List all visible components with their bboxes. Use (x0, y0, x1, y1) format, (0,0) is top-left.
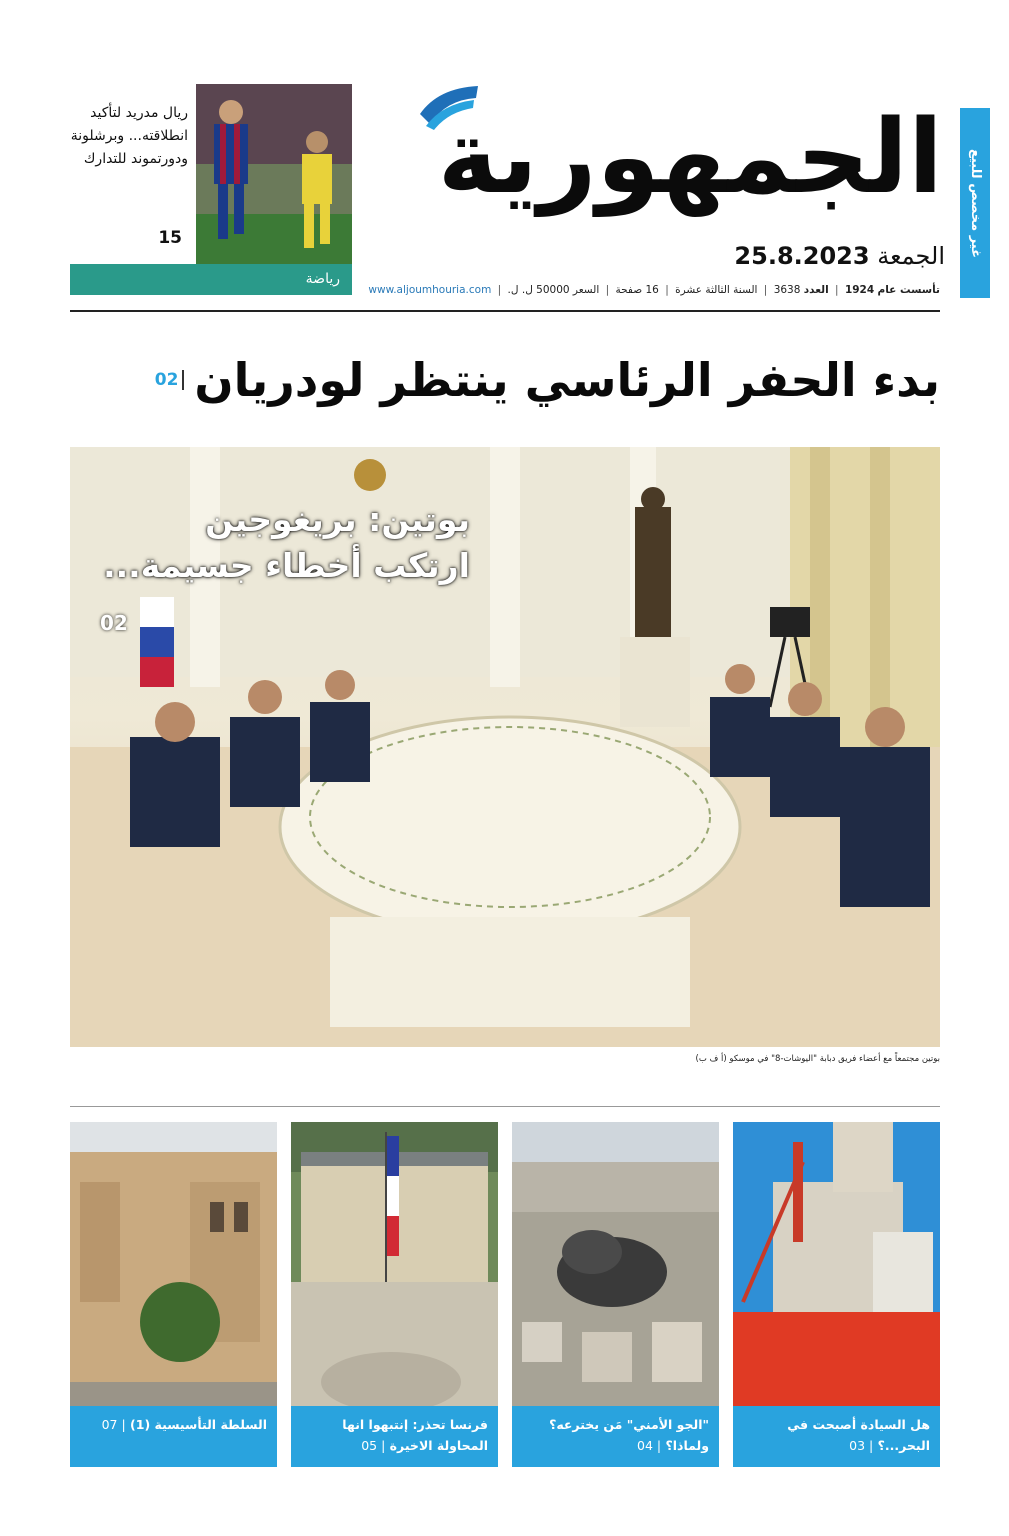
teaser-title: هل السيادة أصبحت في البحر...؟ (787, 1417, 930, 1453)
teaser-title: "الجو الأمني" مَن يخترعه؟ ولماذا؟ (549, 1417, 709, 1453)
issue-info-strip: تأسست عام 1924 | العدد 3638 | السنة الثالثة عشرة | 16 صفحة | السعر 50000 ل. ل. | www.aljoumhouria.com (368, 284, 940, 296)
teaser-band: السلطة التأسيسية (1) | 07 (70, 1406, 277, 1467)
header-divider (70, 310, 940, 312)
sports-photo (196, 84, 352, 264)
issue-date-number: 25.8.2023 (734, 242, 870, 270)
teaser-title: السلطة التأسيسية (1) (130, 1417, 267, 1432)
issue-day: الجمعة (877, 242, 945, 270)
teaser-band: فرنسا تحذر: إنتبهوا انها المحاولة الاخيرة | 05 (291, 1406, 498, 1467)
page-count: 16 صفحة (615, 284, 659, 296)
main-headline-page: 02 (155, 370, 185, 390)
main-photo-headline-line2: ارتكب أخطاء جسيمة... (103, 546, 470, 585)
teasers-divider (70, 1106, 940, 1107)
not-for-sale-tab: غير مخصص للبيع (960, 108, 990, 298)
main-photo-page: 02 (100, 611, 128, 635)
teaser-security[interactable] (512, 1122, 719, 1467)
issue-number: 3638 (773, 284, 801, 296)
teaser-page: 07 (101, 1417, 118, 1432)
teaser-page: 05 (361, 1438, 378, 1453)
teaser-photo-parliament (70, 1122, 277, 1406)
founded-label: تأسست عام (877, 284, 940, 296)
year-label: السنة الثالثة عشرة (675, 284, 758, 296)
teaser-band: "الجو الأمني" مَن يخترعه؟ ولماذا؟ | 04 (512, 1406, 719, 1467)
main-photo-headline-line1: بوتين: بريغوجين (205, 500, 470, 539)
teaser-page: 04 (637, 1438, 653, 1453)
masthead (408, 84, 943, 234)
founded-year: 1924 (844, 284, 875, 296)
website-link[interactable]: www.aljoumhouria.com (368, 284, 492, 296)
teaser-band: هل السيادة أصبحت في البحر...؟ | 03 (733, 1406, 940, 1467)
teaser-constituent[interactable] (70, 1122, 277, 1467)
main-headline-text: بدء الحفر الرئاسي ينتظر لودريان (194, 353, 940, 407)
teaser-photo-elysee (291, 1122, 498, 1406)
price: السعر 50000 ل. ل. (507, 284, 600, 296)
teaser-title: فرنسا تحذر: إنتبهوا انها المحاولة الاخيرة (342, 1417, 488, 1453)
teaser-page: 03 (849, 1438, 866, 1453)
sports-teaser-text: ريال مدريد لتأكيد انطلاقته... وبرشلونة ودورتموند للتدارك (70, 105, 188, 167)
issue-label: العدد (803, 284, 829, 296)
teaser-photo-oil-rig (733, 1122, 940, 1406)
sports-teaser-page: 15 (158, 228, 182, 248)
issue-date (700, 240, 945, 272)
sports-teaser[interactable] (70, 84, 352, 296)
teaser-photo-city-smoke (512, 1122, 719, 1406)
sports-section-label: رياضة (70, 264, 352, 295)
photo-caption: بوتين مجتمعاً مع أعضاء فريق دبابة "اليوشات-8" في موسكو (أ ف ب) (695, 1054, 940, 1064)
main-headline[interactable] (70, 340, 940, 420)
teaser-france[interactable] (291, 1122, 498, 1467)
main-photo[interactable] (70, 447, 940, 1047)
teaser-sovereignty[interactable] (733, 1122, 940, 1467)
main-photo-headline (90, 497, 470, 589)
newspaper-logo[interactable]: الجمهورية (437, 98, 943, 217)
